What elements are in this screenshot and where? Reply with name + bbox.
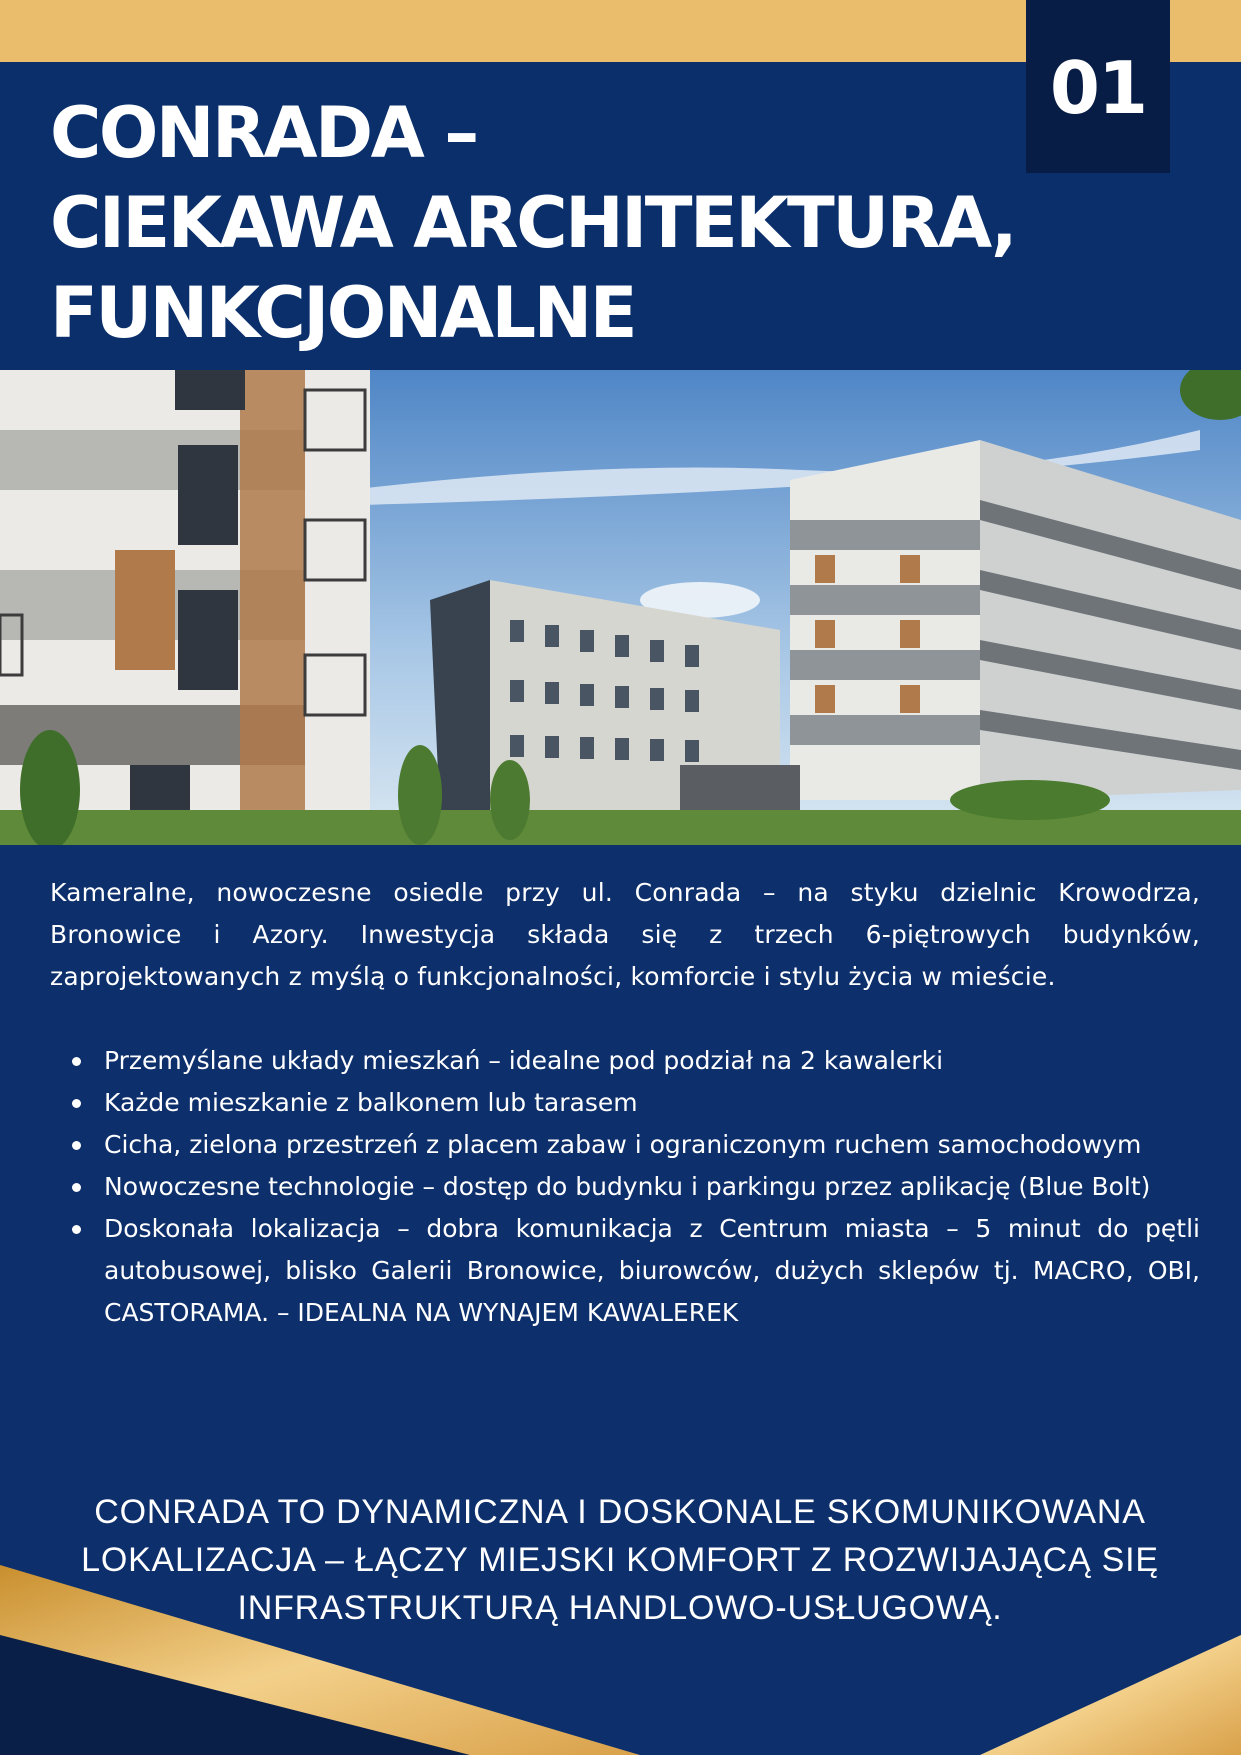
list-item: Cicha, zielona przestrzeń z placem zabaw i ograniczonym ruchem samochodowym: [50, 1124, 1200, 1166]
closing-line: INFRASTRUKTURĄ HANDLOWO-USŁUGOWĄ.: [237, 1589, 1003, 1627]
list-item: Nowoczesne technologie – dostęp do budynku i parkingu przez aplikację (Blue Bolt): [50, 1166, 1200, 1208]
page-number: 01: [1049, 46, 1147, 130]
intro-paragraph: Kameralne, nowoczesne osiedle przy ul. Conrada – na styku dzielnic Krowodrza, Bronowice i Azory. Inwestycja składa się z trzech 6-piętrowych budynków, zaprojektowanych z myślą o funkcjonalności, komforcie i stylu życia w mieście.: [50, 878, 1200, 991]
title-line: CIEKAWA ARCHITEKTURA,: [50, 182, 1016, 264]
building-photo-illustration: [0, 370, 1241, 845]
list-item: Każde mieszkanie z balkonem lub tarasem: [50, 1082, 1200, 1124]
title-line: FUNKCJONALNE: [50, 272, 636, 354]
closing-line: CONRADA TO DYNAMICZNA I DOSKONALE SKOMUNIKOWANA: [94, 1493, 1146, 1531]
title-line: CONRADA –: [50, 92, 477, 174]
closing-line: LOKALIZACJA – ŁĄCZY MIEJSKI KOMFORT Z ROZWIJAJĄCĄ SIĘ: [81, 1541, 1159, 1579]
list-item: Przemyślane układy mieszkań – idealne pod podział na 2 kawalerki: [50, 1040, 1200, 1082]
building-photo: [0, 370, 1241, 845]
gold-wedge-right: [980, 1635, 1241, 1755]
list-item: Doskonała lokalizacja – dobra komunikacja z Centrum miasta – 5 minut do pętli autobusowej, blisko Galerii Bronowice, biurowców, dużych sklepów tj. MACRO, OBI, CASTORAMA. – IDEALNA NA WYNAJEM KAWALEREK: [50, 1208, 1200, 1334]
feature-list: [50, 1040, 1200, 1334]
footer-decoration: [0, 1555, 1241, 1755]
